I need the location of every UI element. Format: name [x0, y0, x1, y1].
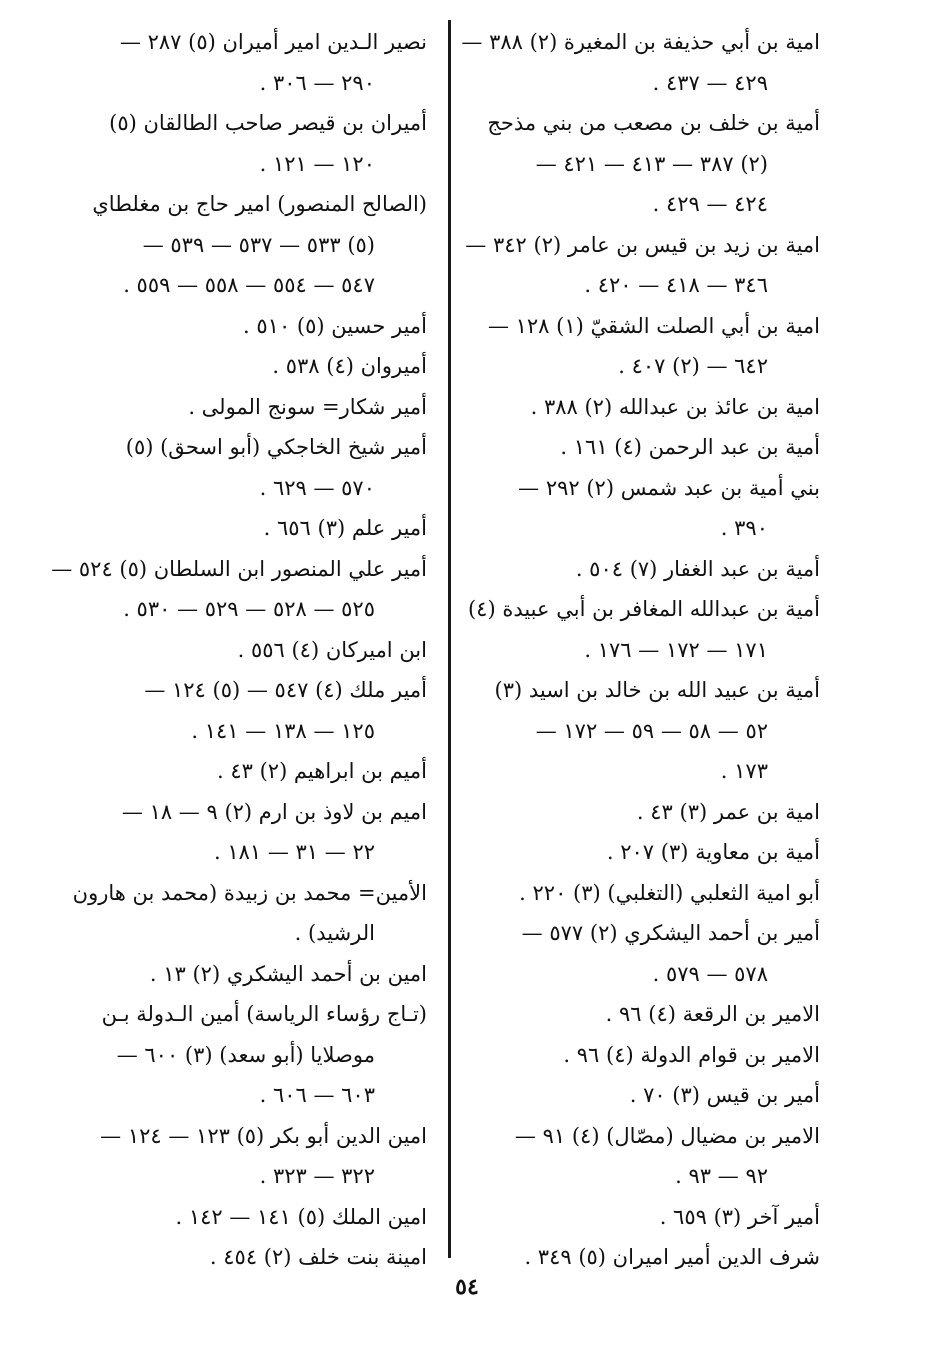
- index-entry: (الصالح المنصور) امير حاج بن مغلطاي: [92, 192, 427, 216]
- index-entry-continuation: ٣٢٢ — ٣٢٣ .: [259, 1164, 375, 1188]
- index-entry: امين الملك (٥) ١٤١ — ١٤٢ .: [175, 1204, 427, 1229]
- index-entry-continuation: (٢) ٣٨٧ — ٤١٣ — ٤٢١ —: [535, 151, 768, 176]
- index-entry: أمية بن عبدالله المغافر بن أبي عبيدة (٤): [467, 597, 820, 621]
- index-entry: امية بن زيد بن قيس بن عامر (٢) ٣٤٢ —: [465, 232, 820, 257]
- index-entry: أمير علم (٣) ٦٥٦ .: [263, 516, 427, 540]
- index-entry-continuation: موصلايا (أبو سعد) (٣) ٦٠٠ —: [116, 1042, 375, 1067]
- index-entry-continuation: ١٧١ — ١٧٢ — ١٧٦ .: [584, 637, 768, 662]
- index-entry: امية بن أبي حذيفة بن المغيرة (٢) ٣٨٨ —: [461, 30, 820, 54]
- index-entry: أمية بن عبد الغفار (٧) ٥٠٤ .: [575, 556, 820, 581]
- index-entry-continuation: ٤٢٩ — ٤٣٧ .: [652, 70, 768, 95]
- index-entry: أمير حسين (٥) ٥١٠ .: [243, 313, 427, 338]
- index-entry: أميم بن ابراهيم (٢) ٤٣ .: [216, 759, 427, 783]
- index-entry: امينة بنت خلف (٢) ٤٥٤ .: [209, 1245, 427, 1269]
- page-number: ٥٤: [455, 1274, 479, 1300]
- index-entry-continuation: ٥٧٠ — ٦٢٩ .: [259, 475, 375, 500]
- index-entry: امية بن عمر (٣) ٤٣ .: [636, 799, 820, 824]
- index-entry: أمير آخر (٣) ٦٥٩ .: [659, 1204, 820, 1229]
- index-entry-continuation: ٣٩٠ .: [720, 516, 768, 540]
- index-entry-continuation: (٥) ٥٣٣ — ٥٣٧ — ٥٣٩ —: [142, 232, 375, 257]
- index-entry: أمير شكار= سونج المولى .: [188, 394, 427, 419]
- index-entry: الامير بن قوام الدولة (٤) ٩٦ .: [563, 1042, 820, 1067]
- index-entry: أمية بن عبيد الله بن خالد بن اسيد (٣): [494, 678, 820, 702]
- index-entry: امية بن عائذ بن عبدالله (٢) ٣٨٨ .: [530, 394, 820, 419]
- index-entry: أمير ملك (٤) ٥٤٧ — (٥) ١٢٤ —: [144, 678, 427, 702]
- index-column-right: [461, 22, 820, 1278]
- index-entry: بني أمية بن عبد شمس (٢) ٢٩٢ —: [518, 475, 820, 500]
- index-entry: (تـاج رؤساء الرياسة) أمين الـدولة بـن: [101, 1002, 427, 1026]
- column-divider: [448, 20, 451, 1258]
- index-entry: الامير بن الرقعة (٤) ٩٦ .: [605, 1002, 820, 1026]
- index-entry: اميم بن لاوذ بن ارم (٢) ٩ — ١٨ —: [121, 799, 427, 824]
- index-entry: نصير الـدين امير أميران (٥) ٢٨٧ —: [119, 30, 427, 54]
- index-entry-continuation: ١٧٣ .: [720, 759, 768, 783]
- index-entry: امية بن أبي الصلت الشقيّ (١) ١٢٨ —: [487, 313, 820, 338]
- index-entry: الامير بن مضيال (مصّال) (٤) ٩١ —: [514, 1123, 820, 1148]
- index-entry: أمير بن قيس (٣) ٧٠ .: [629, 1083, 820, 1107]
- index-entry: أمير علي المنصور ابن السلطان (٥) ٥٢٤ —: [51, 556, 427, 581]
- index-entry: امين الدين أبو بكر (٥) ١٢٣ — ١٢٤ —: [100, 1123, 427, 1148]
- index-entry: أمية بن خلف بن مصعب من بني مذحج: [487, 111, 820, 135]
- index-entry: أمير شيخ الخاجكي (أبو اسحق) (٥): [125, 435, 427, 459]
- index-entry-continuation: ٥٢٥ — ٥٢٨ — ٥٢٩ — ٥٣٠ .: [123, 597, 375, 621]
- index-entry-continuation: ٤٢٤ — ٤٢٩ .: [652, 192, 768, 216]
- index-entry: أبو امية الثعلبي (التغلبي) (٣) ٢٢٠ .: [519, 880, 820, 905]
- index-entry: أمير بن أحمد اليشكري (٢) ٥٧٧ —: [521, 921, 820, 945]
- index-entry-continuation: ١٢٥ — ١٣٨ — ١٤١ .: [191, 718, 375, 743]
- index-entry-continuation: ٦٠٣ — ٦٠٦ .: [259, 1083, 375, 1107]
- index-entry: الأمين= محمد بن زبيدة (محمد بن هارون: [72, 880, 427, 905]
- index-entry-continuation: ٢٩٠ — ٣٠٦ .: [259, 70, 375, 95]
- index-entry-continuation: ٥٢ — ٥٨ — ٥٩ — ١٧٢ —: [535, 718, 768, 743]
- index-entry: أمية بن عبد الرحمن (٤) ١٦١ .: [560, 435, 820, 459]
- index-entry-continuation: ٥٤٧ — ٥٥٤ — ٥٥٨ — ٥٥٩ .: [123, 273, 375, 297]
- index-entry-continuation: ٢٢ — ٣١ — ١٨١ .: [213, 840, 375, 864]
- index-column-left: [51, 22, 427, 1278]
- index-entry: شرف الدين أمير اميران (٥) ٣٤٩ .: [524, 1245, 820, 1269]
- index-entry: امين بن أحمد اليشكري (٢) ١٣ .: [149, 961, 427, 986]
- index-entry: أمية بن معاوية (٣) ٢٠٧ .: [606, 840, 820, 864]
- index-entry-continuation: ٥٧٨ — ٥٧٩ .: [652, 961, 768, 986]
- index-entry: أميروان (٤) ٥٣٨ .: [272, 354, 427, 378]
- index-entry-continuation: ١٢٠ — ١٢١ .: [259, 151, 375, 176]
- index-entry: ابن اميركان (٤) ٥٥٦ .: [237, 637, 427, 662]
- index-entry: أميران بن قيصر صاحب الطالقان (٥): [109, 111, 427, 135]
- index-entry-continuation: ٣٤٦ — ٤١٨ — ٤٢٠ .: [584, 273, 768, 297]
- index-entry-continuation: ٩٢ — ٩٣ .: [675, 1164, 768, 1188]
- index-entry-continuation: ٦٤٢ — (٢) ٤٠٧ .: [618, 354, 768, 378]
- index-entry-continuation: الرشيد) .: [294, 921, 375, 945]
